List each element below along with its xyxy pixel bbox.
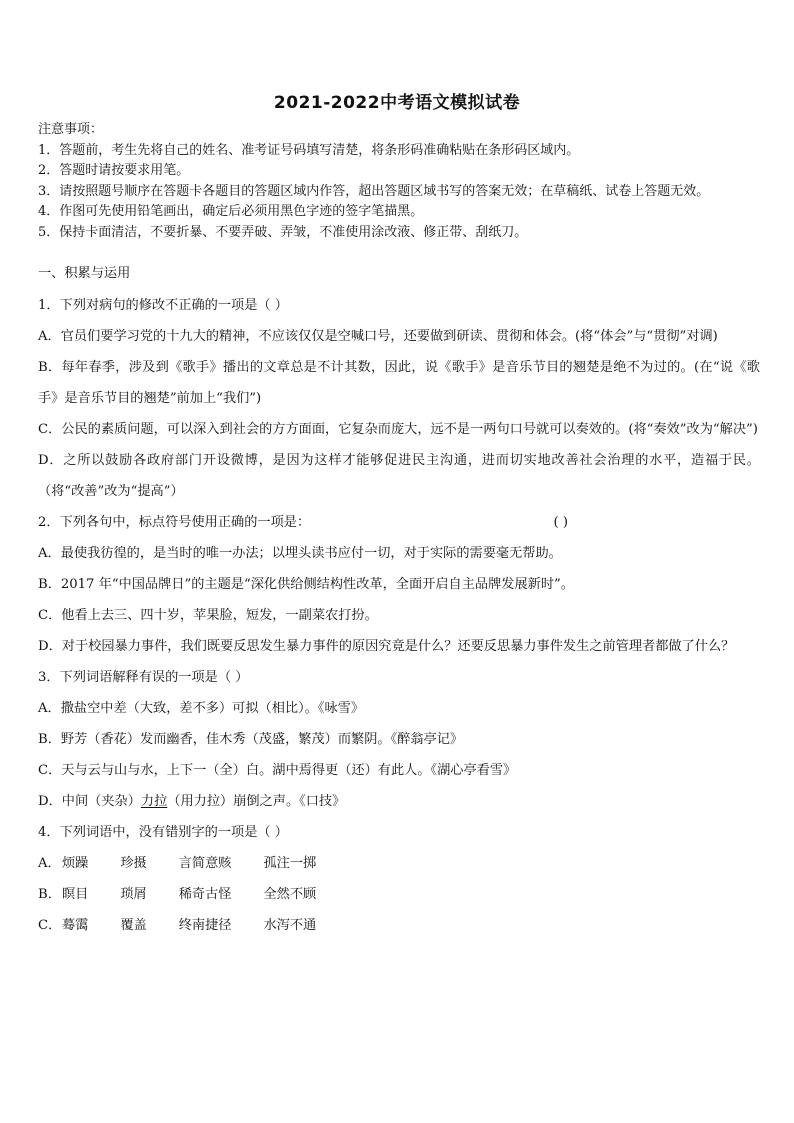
option-word: 稀奇古怪 <box>178 887 232 902</box>
option-word: 终南捷径 <box>178 918 232 933</box>
question-stem: 3．下列词语解释有误的一项是（ ） <box>38 670 249 685</box>
question-1 <box>38 290 760 507</box>
option-d: D．对于校园暴力事件，我们既要反思发生暴力事件的原因究竟是什么？还要反思暴力事件发生之前管理者都做了什么？ <box>38 639 735 654</box>
option-word: 珍摄 <box>120 856 147 871</box>
notice-heading: 注意事项： <box>38 122 104 137</box>
section-heading: 一、积累与运用 <box>38 266 131 281</box>
option-word: 烦躁 <box>62 856 89 871</box>
option-a: A．官员们要学习党的十九大的精神，不应该仅仅是空喊口号，还要做到研读、贯彻和体会。(将“体会”与“贯彻”对调) <box>38 329 718 344</box>
option-c: C．他看上去三、四十岁，苹果脸，短发，一副菜农打扮。 <box>38 608 378 623</box>
option-word: 全然不顾 <box>263 887 317 902</box>
option-word: 水泻不通 <box>263 918 317 933</box>
option-b <box>38 879 760 910</box>
notice-item: 1．答题前，考生先将自己的姓名、准考证号码填写清楚，将条形码准确粘贴在条形码区域内。 <box>38 142 580 158</box>
question-stem: 4．下列词语中，没有错别字的一项是（ ） <box>38 825 288 840</box>
notice-item: 5．保持卡面清洁，不要折暴、不要弄破、弄皱，不准使用涂改液、修正带、刮纸刀。 <box>38 224 528 240</box>
option-d-suffix: （用力拉）崩倒之声。《口技》 <box>167 794 346 809</box>
option-c: C．天与云与山与水，上下一（全）白。湖中焉得更（还）有此人。《湖心亭看雪》 <box>38 763 517 778</box>
option-word: 孤注一掷 <box>263 856 317 871</box>
underlined-word: 力拉 <box>140 794 168 809</box>
option-label: A． <box>38 856 61 871</box>
notice-block <box>38 120 768 244</box>
option-a <box>38 848 760 879</box>
option-word: 言简意赅 <box>178 856 232 871</box>
option-c: C．公民的素质问题，可以深入到社会的方方面面，它复杂而庞大，远不是一两句口号就可以奏效的。(将“奏效”改为“解决”) <box>38 422 758 437</box>
question-stem: 2．下列各句中，标点符号使用正确的一项是： <box>38 515 311 530</box>
question-stem-row <box>38 507 568 538</box>
option-d-prefix: D．中间（夹杂） <box>38 794 141 809</box>
option-b: B．2017 年“中国品牌日”的主题是“深化供给侧结构性改革，全面开启自主品牌发展新时”。 <box>38 577 574 592</box>
option-b: B．野芳（香花）发而幽香，佳木秀（茂盛，繁茂）而繁阴。《醉翁亭记》 <box>38 732 464 747</box>
option-word: 琐屑 <box>120 887 147 902</box>
notice-item: 4．作图可先使用铅笔画出，确定后必须用黑色字迹的签字笔描黑。 <box>38 204 424 220</box>
option-word: 蓦霭 <box>62 918 89 933</box>
option-d: D．之所以鼓励各政府部门开设微博，是因为这样才能够促进民主沟通，进而切实地改善社会治理的水平，造福于民。（将“改善”改为“提高”） <box>38 453 760 499</box>
notice-item: 2．答题时请按要求用笔。 <box>38 163 190 179</box>
option-b: B．每年春季，涉及到《歌手》播出的文章总是不计其数，因此，说《歌手》是音乐节目的翘楚是绝不为过的。(在“说《歌手》是音乐节目的翘楚”前加上“我们”) <box>38 360 760 406</box>
option-a: A．撒盐空中差（大致，差不多）可拟（相比）。《咏雪》 <box>38 701 365 716</box>
option-a: A．最使我彷徨的，是当时的唯一办法；以埋头读书应付一切，对于实际的需要毫无帮助。 <box>38 546 562 561</box>
question-2 <box>38 507 760 662</box>
option-label: C． <box>38 918 62 933</box>
option-word: 瞑目 <box>62 887 89 902</box>
question-4 <box>38 817 760 941</box>
option-d <box>38 786 760 817</box>
page-title: 2021-2022中考语文模拟试卷 <box>273 93 521 113</box>
notice-item: 3．请按照题号顺序在答题卡各题目的答题区域内作答，超出答题区域书写的答案无效；在草稿纸、试卷上答题无效。 <box>38 183 710 199</box>
questions-body <box>38 263 760 941</box>
question-stem: 1．下列对病句的修改不正确的一项是（ ） <box>38 298 288 313</box>
question-3 <box>38 662 760 817</box>
option-label: B． <box>38 887 61 902</box>
option-word: 覆盖 <box>120 918 147 933</box>
option-c <box>38 910 760 941</box>
answer-parentheses: ( ) <box>553 515 568 530</box>
